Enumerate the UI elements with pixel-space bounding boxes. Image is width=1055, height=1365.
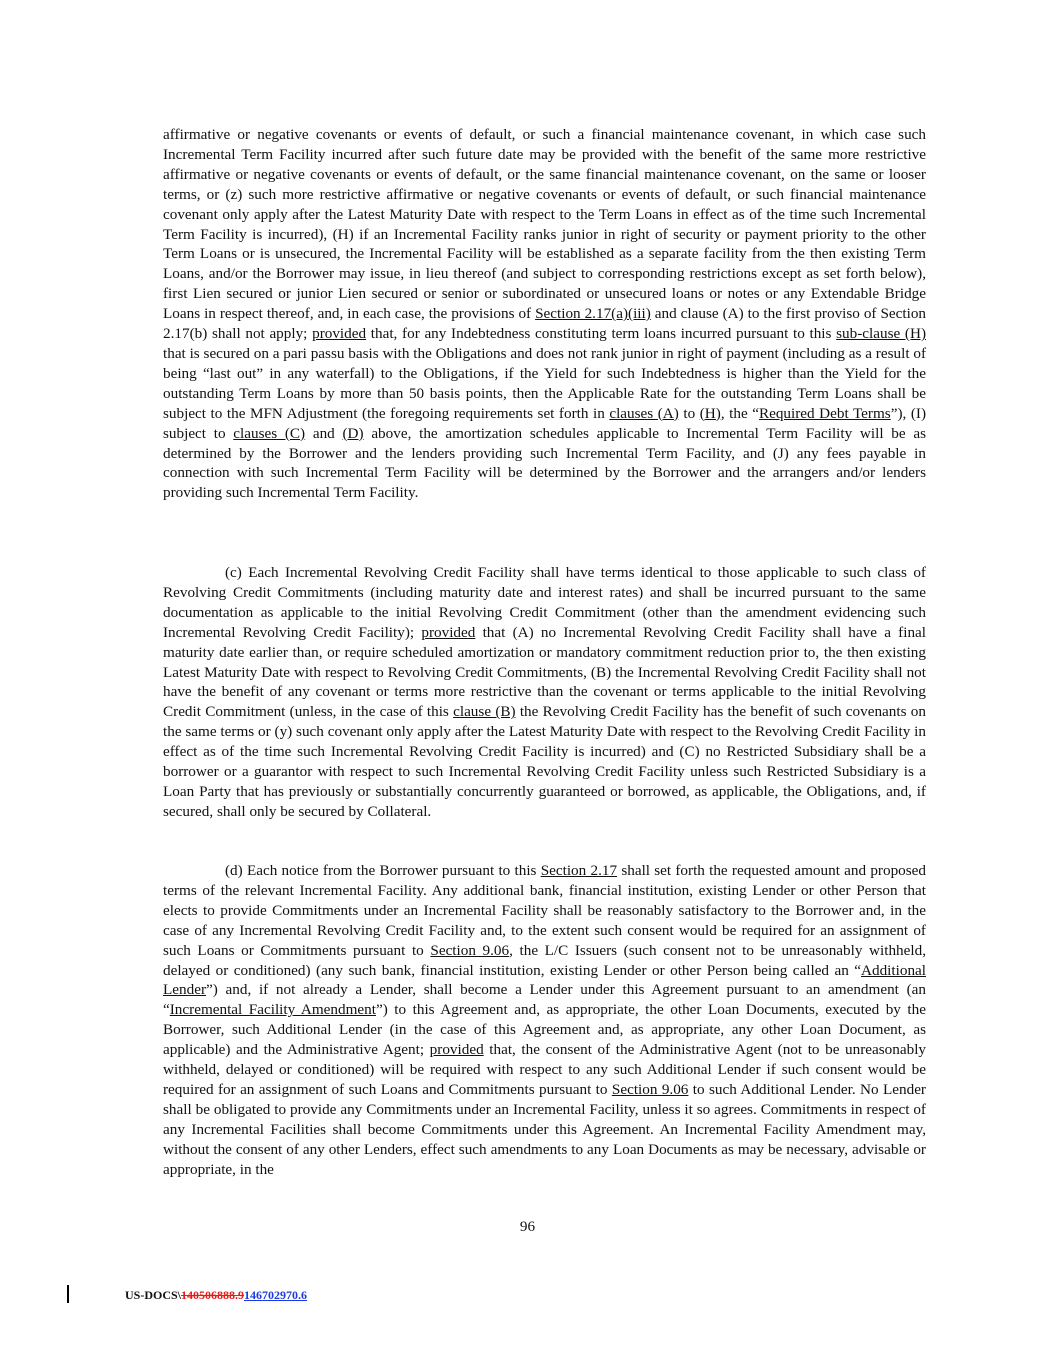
paragraph-d [163, 861, 926, 1180]
text-run: above, the amortization schedules applicable to Incremental Term Facility will be as determined by the Borrower and the lenders providing such Incremental Term Facility, and (J) any fees payable in connection with such Incremental Term Facility will be determined by the Borrower and the arrangers and/or lenders providing such Incremental Term Facility. [163, 424, 926, 502]
defined-term-provided: provided [429, 1041, 484, 1059]
footer-document-id [125, 1288, 307, 1303]
text-run: that, the consent of the Administrative Agent (not to be unreasonably withheld, delayed or conditioned) will be required with respect to any such Additional Lender if such consent would be required for an assignment of such Loans and Commitments pursuant to [163, 1041, 927, 1098]
doc-id-prefix: US-DOCS\ [125, 1288, 182, 1302]
clause-reference: clauses (C) [233, 424, 306, 442]
section-reference: Section 2.17(a)(iii) [535, 305, 651, 323]
text-run: ”) to this Agreement and, as appropriate, the other Loan Documents, executed by the Borrower, such Additional Lender (in the case of this Agreement and, as appropriate, any other Loan Document, as applicable) and the Administrative Agent; [163, 1001, 926, 1059]
text-run: the Revolving Credit Facility has the benefit of such covenants on the same terms or (y) such covenant only apply after the Latest Maturity Date with respect to the Revolving Credit Facility in effect as of the time such Incremental Revolving Credit Facility is incurred) and (C) no Restricted Subsidiary shall be a borrower or a guarantor with respect to such Incremental Revolving Credit Facility unless such Restricted Subsidiary is a Loan Party that has previously or substantially concurrently guaranteed or borrowed, as applicable, the Obligations, and, if secured, shall only be secured by Collateral. [163, 703, 926, 820]
text-run: and clause (A) to the first proviso of Section 2.17(b) shall not apply; [163, 305, 927, 343]
section-reference: Section 9.06 [430, 941, 510, 959]
text-run: that (A) no Incremental Revolving Credit Facility shall have a final maturity date earlier than, or require scheduled amortization or mandatory commitment reduction prior to, the then existing Latest Maturity Date with respect to Revolving Credit Commitments, (B) the Incremental Revolving Credit Facility shall not have the benefit of any covenant or terms more restrictive than the covenant or terms applicable to the initial Revolving Credit Commitment (unless, in the case of this [163, 623, 926, 721]
defined-term: Required Debt Terms [758, 404, 891, 422]
text-run: (c) Each Incremental Revolving Credit Facility shall have terms identical to those applicable to such class of Revolving Credit Commitments (including maturity date and interest rates) and shall be incurred pursuant to the same documentation as applicable to the initial Revolving Credit Commitment (other than the amendment evidencing such Incremental Revolving Credit Facility); [163, 564, 926, 641]
defined-term-provided: provided [421, 623, 476, 641]
text-run: to [678, 404, 700, 422]
text-run: , the “ [720, 404, 759, 422]
defined-term: Incremental Facility Amendment [169, 1001, 376, 1019]
text-run: shall set forth the requested amount and proposed terms of the relevant Incremental Facility. Any additional bank, financial institution, existing Lender or other Person that elects to provide Commitments under an Incremental Facility shall be reasonably satisfactory to the Borrower and, in the case of any Incremental Revolving Credit Facility and, to the extent such consent would be required for an assignment of such Loans or Commitments pursuant to [163, 862, 926, 959]
clause-reference: clauses (A) [609, 404, 679, 422]
text-run: ”) and, if not already a Lender, shall become a Lender under this Agreement pursuant to an amendment (an “ [163, 981, 926, 1019]
defined-term-provided: provided [312, 325, 367, 343]
revision-change-bar [67, 1285, 69, 1303]
clause-reference: sub-clause (H) [836, 325, 926, 343]
text-run: that, for any Indebtedness constituting term loans incurred pursuant to this [366, 325, 837, 343]
page-number: 96 [519, 1218, 536, 1235]
clause-reference: clause (B) [453, 703, 516, 721]
section-reference: Section 9.06 [611, 1080, 689, 1098]
paragraph-continuation [163, 125, 926, 503]
clause-reference: (H) [699, 404, 721, 422]
doc-id-deleted: 140506888.9 [181, 1288, 245, 1302]
text-run: that is secured on a pari passu basis with the Obligations and does not rank junior in right of payment (including as a result of being “last out” in any waterfall) to the Obligations, if the Yield for such Indebtedness is higher than the Yield for the outstanding Term Loans by more than 50 basis points, then the Applicable Rate for the outstanding Term Loans shall be subject to the MFN Adjustment (the foregoing requirements set forth in [163, 344, 926, 422]
text-run: to such Additional Lender. No Lender shall be obligated to provide any Commitments under an Incremental Facility, unless it so agrees. Commitments in respect of any Incremental Facilities shall become Commitments under this Agreement. An Incremental Facility Amendment may, without the consent of any other Lenders, effect such amendments to any Loan Documents as may be necessary, advisable or appropriate, in the [163, 1080, 926, 1178]
doc-id-inserted: 146702970.6 [244, 1288, 308, 1302]
text-run: and [305, 424, 343, 442]
clause-reference: (D) [342, 424, 364, 442]
paragraph-c [163, 563, 926, 822]
text-run: (d) Each notice from the Borrower pursuant to this [225, 862, 541, 879]
section-reference: Section 2.17 [540, 862, 618, 879]
defined-term: Additional Lender [163, 961, 926, 999]
text-run: , the L/C Issuers (such consent not to be unreasonably withheld, delayed or conditioned) (any such bank, financial institution, existing Lender or other Person being called an “ [163, 941, 926, 979]
text-run: ”), (I) subject to [163, 404, 927, 442]
text-run: affirmative or negative covenants or events of default, or such a financial maintenance covenant, in which case such Incremental Term Facility incurred after such future date may be provided with the benefit of the same more restrictive affirmative or negative covenants or events of default, or the same financial maintenance covenant, on the same or looser terms, or (z) such more restrictive affirmative or negative covenants or events of default, or such financial maintenance covenant only apply after the Latest Maturity Date with respect to the Term Loans in effect as of the time such Incremental Term Facility is incurred), (H) if an Incremental Facility ranks junior in right of security or payment priority to the other Term Loans or is unsecured, the Incremental Facility will be established as a separate facility from the then existing Term Loans, and/or the Borrower may issue, in lieu thereof (and subject to corresponding restrictions except as set forth below), first Lien secured or junior Lien secured or senior or subordinated or unsecured loans or notes or any Extendable Bridge Loans in respect thereof, and, in each case, the provisions of [163, 126, 926, 323]
